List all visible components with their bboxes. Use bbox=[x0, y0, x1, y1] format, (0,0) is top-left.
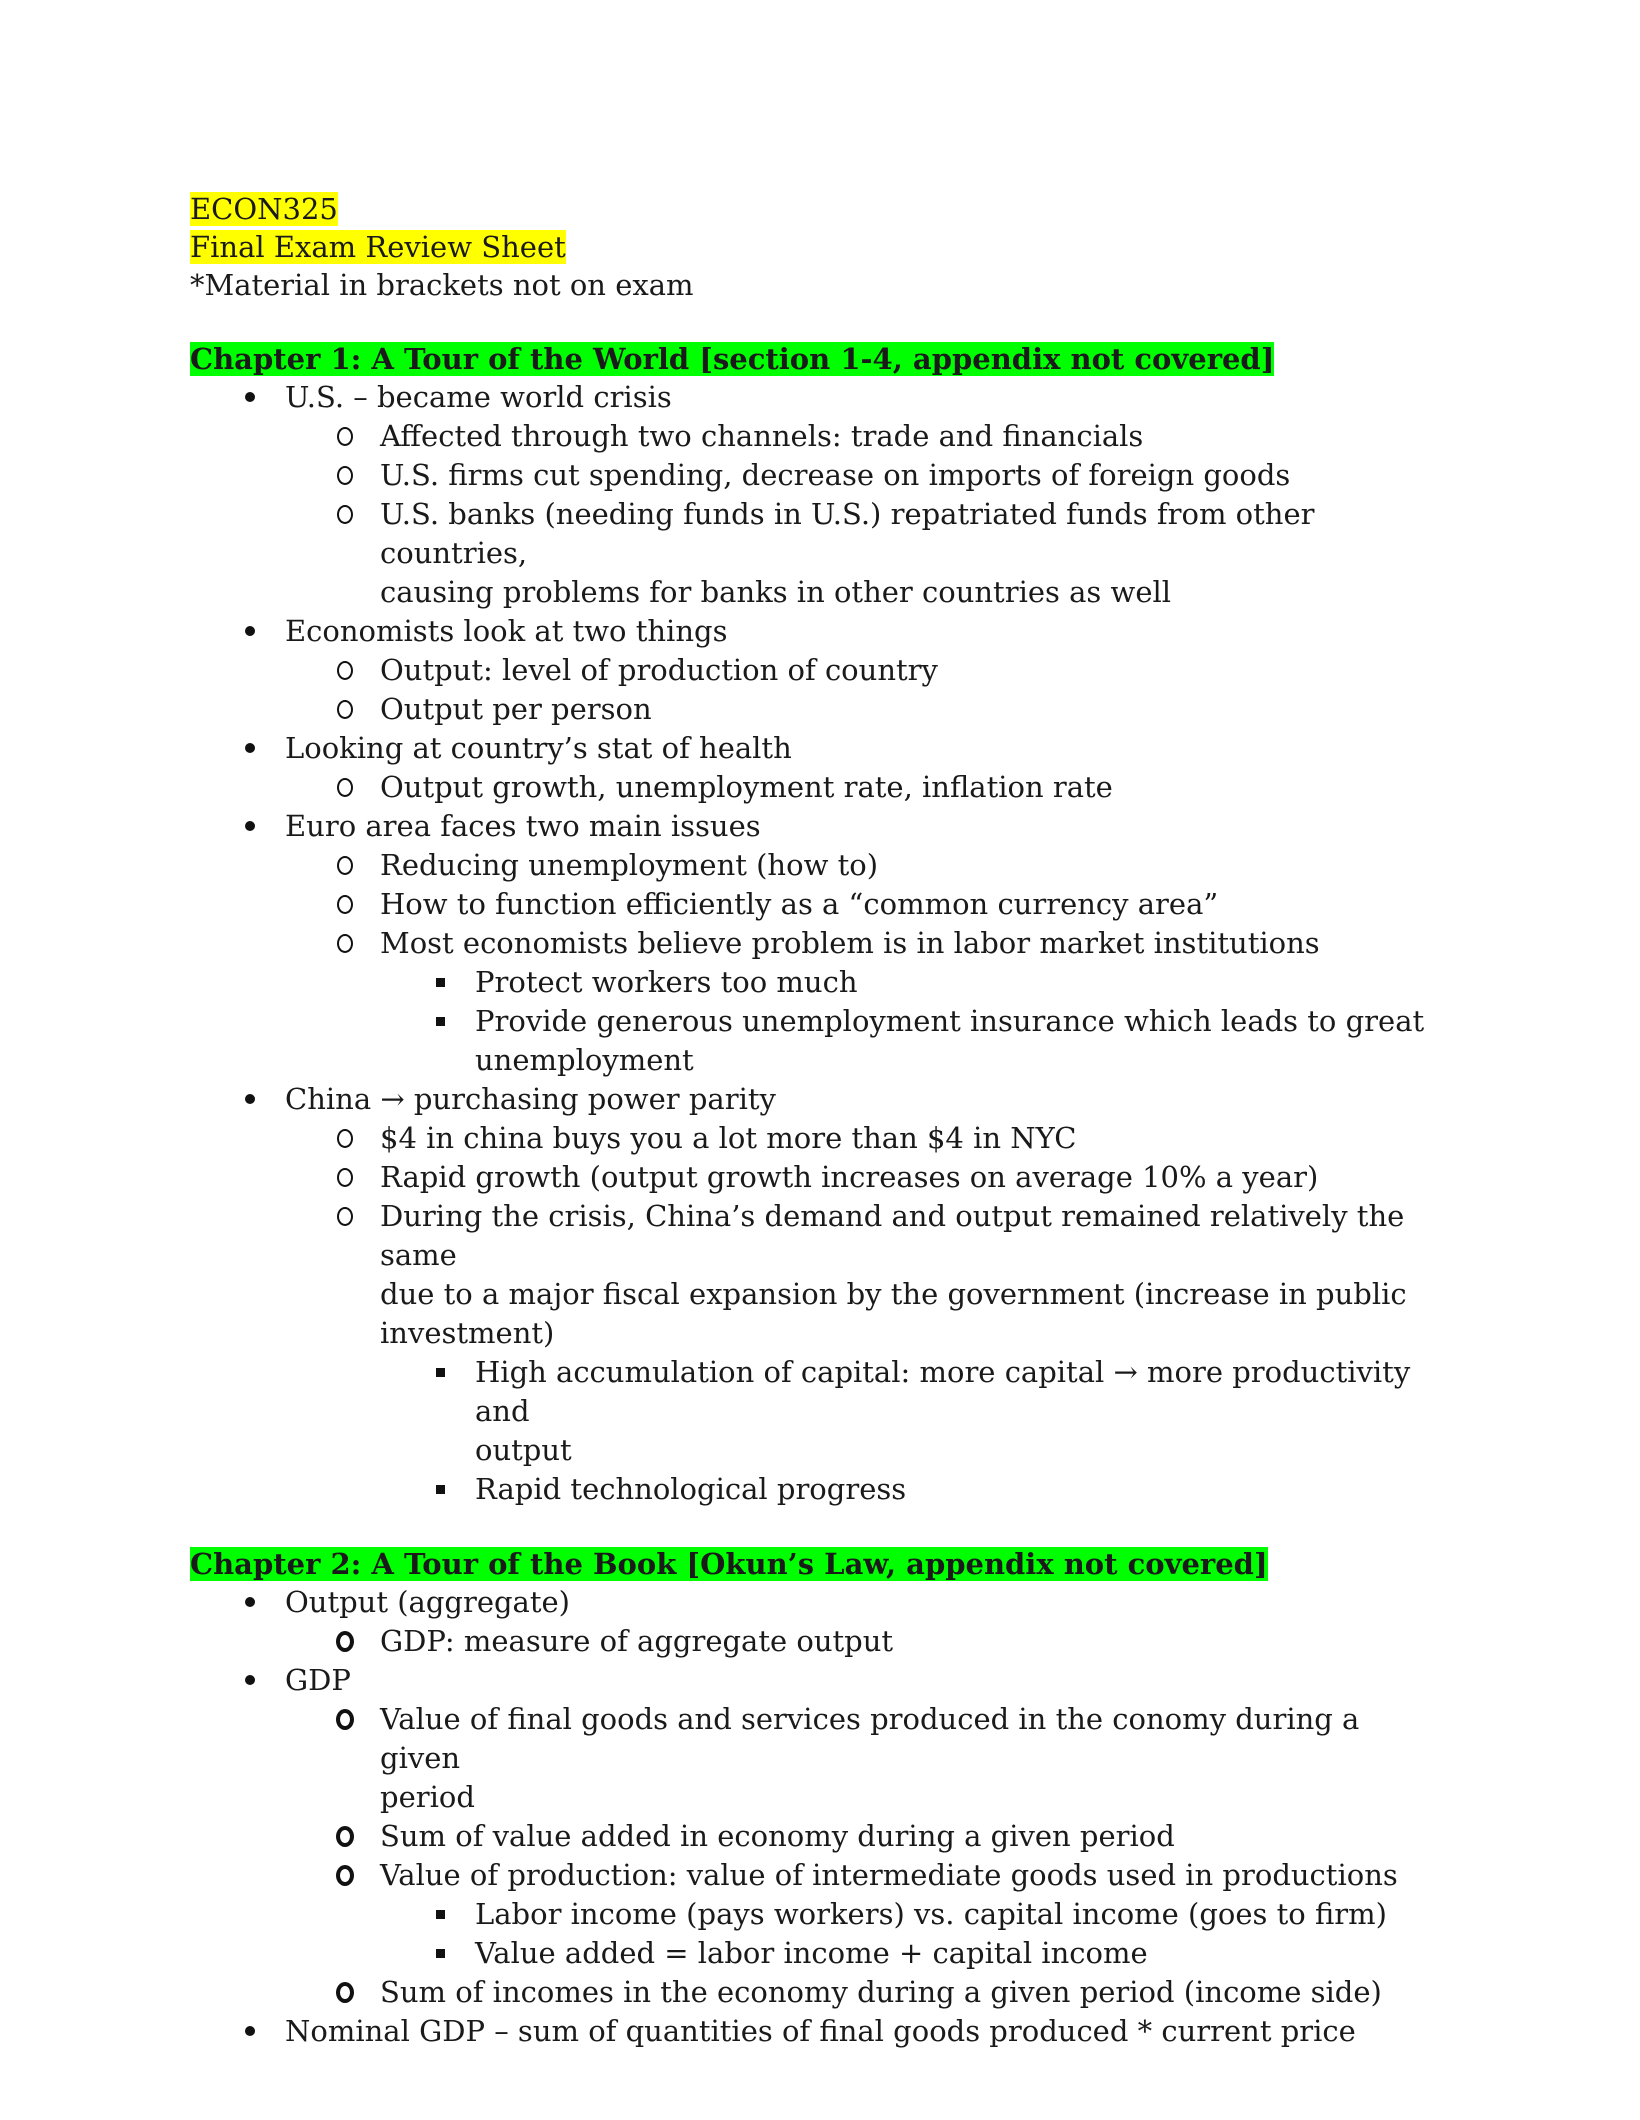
bullet-circle-icon bbox=[325, 1817, 365, 1856]
list-item-text: U.S. – became world crisis bbox=[285, 380, 672, 414]
list-item-text: GDP: measure of aggregate output bbox=[380, 1624, 894, 1658]
list-item-text: China → purchasing power parity bbox=[285, 1082, 776, 1116]
bullet-square-icon bbox=[420, 1470, 460, 1509]
list-item bbox=[190, 378, 1440, 417]
list-item-text: Value of final goods and services produced in the conomy during a given bbox=[380, 1702, 1360, 1775]
chapters-container bbox=[190, 340, 1440, 2051]
bullet-dot-icon bbox=[230, 2012, 270, 2051]
list-item-text: Sum of value added in economy during a given period bbox=[380, 1819, 1175, 1853]
list-item-text: During the crisis, China’s demand and output remained relatively the same bbox=[380, 1199, 1405, 1272]
bullet-circle-icon bbox=[325, 1197, 365, 1236]
list-item-text: Nominal GDP – sum of quantities of final goods produced * current price bbox=[285, 2014, 1356, 2048]
bullet-dot-icon bbox=[230, 807, 270, 846]
bullet-square-icon bbox=[420, 963, 460, 1002]
bullet-circle-icon bbox=[325, 1973, 365, 2012]
bullet-circle-icon bbox=[325, 495, 365, 534]
list-item-text: U.S. banks (needing funds in U.S.) repatriated funds from other countries, bbox=[380, 497, 1315, 570]
list-item bbox=[190, 1934, 1440, 1973]
list-item-text: Affected through two channels: trade and financials bbox=[380, 419, 1144, 453]
list-item-text: How to function efficiently as a “common currency area” bbox=[380, 887, 1219, 921]
list-item-text: High accumulation of capital: more capital → more productivity and bbox=[475, 1355, 1411, 1428]
bullet-circle-icon bbox=[325, 846, 365, 885]
document-header bbox=[190, 190, 1440, 304]
list-item bbox=[190, 1817, 1440, 1856]
list-item-text: output bbox=[475, 1433, 572, 1467]
list-item bbox=[190, 885, 1440, 924]
list-item-text: Rapid growth (output growth increases on average 10% a year) bbox=[380, 1160, 1319, 1194]
bullet-circle-icon bbox=[325, 1119, 365, 1158]
list-item bbox=[190, 1353, 1440, 1431]
list-item-text: Labor income (pays workers) vs. capital income (goes to firm) bbox=[475, 1897, 1387, 1931]
course-code: ECON325 bbox=[190, 192, 338, 226]
list-item bbox=[190, 1197, 1440, 1275]
list-item bbox=[190, 1700, 1440, 1778]
list-item bbox=[190, 417, 1440, 456]
bullet-circle-icon bbox=[325, 885, 365, 924]
list-item-continuation bbox=[190, 1431, 1440, 1470]
list-item bbox=[190, 768, 1440, 807]
bullet-dot-icon bbox=[230, 378, 270, 417]
bullet-list bbox=[190, 1583, 1440, 2051]
exam-note: *Material in brackets not on exam bbox=[190, 268, 694, 302]
bullet-circle-icon bbox=[325, 456, 365, 495]
list-item bbox=[190, 1895, 1440, 1934]
list-item-continuation bbox=[190, 573, 1440, 612]
list-item-text: Value of production: value of intermediate goods used in productions bbox=[380, 1858, 1398, 1892]
list-item bbox=[190, 924, 1440, 963]
bullet-square-icon bbox=[420, 1353, 460, 1392]
list-item bbox=[190, 651, 1440, 690]
list-item-text: Rapid technological progress bbox=[475, 1472, 907, 1506]
list-item bbox=[190, 1080, 1440, 1119]
list-item-text: Output: level of production of country bbox=[380, 653, 938, 687]
chapter-heading: Chapter 1: A Tour of the World [section 1-4, appendix not covered] bbox=[190, 342, 1275, 376]
list-item-text: Protect workers too much bbox=[475, 965, 858, 999]
list-item bbox=[190, 690, 1440, 729]
list-item-text: unemployment bbox=[475, 1043, 694, 1077]
list-item-text: Output (aggregate) bbox=[285, 1585, 570, 1619]
list-item-continuation bbox=[190, 1041, 1440, 1080]
list-item bbox=[190, 1119, 1440, 1158]
list-item bbox=[190, 1856, 1440, 1895]
list-item-text: U.S. firms cut spending, decrease on imports of foreign goods bbox=[380, 458, 1291, 492]
bullet-circle-icon bbox=[325, 924, 365, 963]
list-item bbox=[190, 495, 1440, 573]
bullet-square-icon bbox=[420, 1002, 460, 1041]
bullet-dot-icon bbox=[230, 612, 270, 651]
chapter-heading: Chapter 2: A Tour of the Book [Okun’s Law, appendix not covered] bbox=[190, 1547, 1268, 1581]
list-item-text: Output growth, unemployment rate, inflation rate bbox=[380, 770, 1113, 804]
bullet-circle-icon bbox=[325, 1622, 365, 1661]
list-item bbox=[190, 963, 1440, 1002]
list-item bbox=[190, 456, 1440, 495]
list-item bbox=[190, 1661, 1440, 1700]
bullet-square-icon bbox=[420, 1934, 460, 1973]
bullet-dot-icon bbox=[230, 1661, 270, 1700]
list-item-text: Economists look at two things bbox=[285, 614, 728, 648]
list-item bbox=[190, 1583, 1440, 1622]
list-item-text: period bbox=[380, 1780, 475, 1814]
list-item bbox=[190, 729, 1440, 768]
list-item bbox=[190, 2012, 1440, 2051]
bullet-circle-icon bbox=[325, 417, 365, 456]
list-item-text: Output per person bbox=[380, 692, 652, 726]
bullet-dot-icon bbox=[230, 729, 270, 768]
bullet-square-icon bbox=[420, 1895, 460, 1934]
bullet-circle-icon bbox=[325, 690, 365, 729]
list-item-text: GDP bbox=[285, 1663, 351, 1697]
list-item-text: causing problems for banks in other countries as well bbox=[380, 575, 1172, 609]
list-item-text: Most economists believe problem is in labor market institutions bbox=[380, 926, 1320, 960]
bullet-circle-icon bbox=[325, 651, 365, 690]
chapter-section bbox=[190, 1545, 1440, 2051]
list-item bbox=[190, 1002, 1440, 1041]
list-item bbox=[190, 807, 1440, 846]
list-item bbox=[190, 1158, 1440, 1197]
bullet-circle-icon bbox=[325, 1856, 365, 1895]
list-item-continuation bbox=[190, 1275, 1440, 1314]
bullet-dot-icon bbox=[230, 1583, 270, 1622]
list-item-continuation bbox=[190, 1778, 1440, 1817]
list-item-continuation bbox=[190, 1314, 1440, 1353]
list-item bbox=[190, 846, 1440, 885]
list-item bbox=[190, 1470, 1440, 1509]
bullet-circle-icon bbox=[325, 768, 365, 807]
list-item-text: $4 in china buys you a lot more than $4 in NYC bbox=[380, 1121, 1077, 1155]
chapter-section bbox=[190, 340, 1440, 1509]
bullet-circle-icon bbox=[325, 1700, 365, 1739]
list-item-text: Provide generous unemployment insurance which leads to great bbox=[475, 1004, 1425, 1038]
bullet-circle-icon bbox=[325, 1158, 365, 1197]
bullet-dot-icon bbox=[230, 1080, 270, 1119]
list-item-text: Value added = labor income + capital income bbox=[475, 1936, 1148, 1970]
list-item-text: Sum of incomes in the economy during a given period (income side) bbox=[380, 1975, 1382, 2009]
list-item-text: Reducing unemployment (how to) bbox=[380, 848, 879, 882]
list-item bbox=[190, 1973, 1440, 2012]
list-item bbox=[190, 612, 1440, 651]
bullet-list bbox=[190, 378, 1440, 1509]
list-item-text: due to a major fiscal expansion by the government (increase in public bbox=[380, 1277, 1407, 1311]
document-title: Final Exam Review Sheet bbox=[190, 230, 566, 264]
list-item-text: Euro area faces two main issues bbox=[285, 809, 761, 843]
list-item bbox=[190, 1622, 1440, 1661]
list-item-text: investment) bbox=[380, 1316, 555, 1350]
list-item-text: Looking at country’s stat of health bbox=[285, 731, 792, 765]
